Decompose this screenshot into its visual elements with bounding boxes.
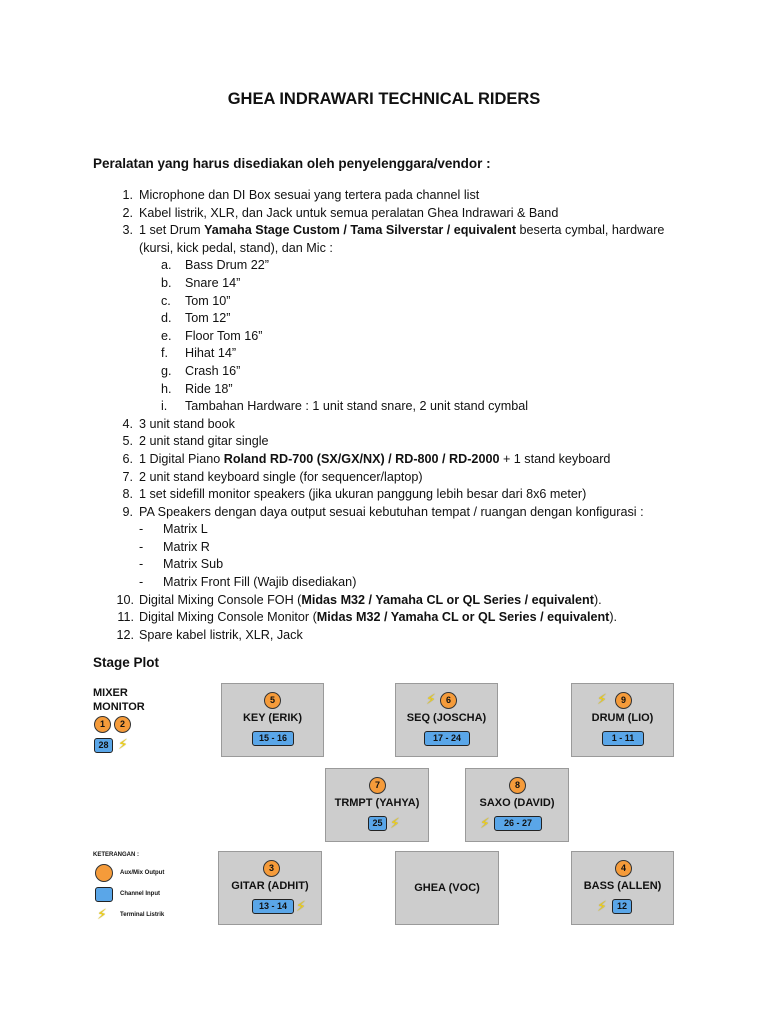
station-label: GHEA (VOC) xyxy=(414,882,480,894)
sub-item: - Matrix Sub xyxy=(139,557,224,572)
sub-item: b. Snare 14” xyxy=(161,275,241,290)
sub-item: - Matrix L xyxy=(139,522,208,537)
station-label: GITAR (ADHIT) xyxy=(231,880,309,892)
sub-item: c. Tom 10” xyxy=(161,293,231,308)
aux-output-badge: 2 xyxy=(114,716,131,733)
sub-item: e. Floor Tom 16” xyxy=(161,328,263,343)
sub-item: - Matrix Front Fill (Wajib disediakan) xyxy=(139,575,357,590)
list-item: 8. 1 set sidefill monitor speakers (jika ukuran panggung lebih besar dari 8x6 meter) xyxy=(122,487,587,502)
legend-aux-swatch xyxy=(95,864,113,882)
list-item: 9. PA Speakers dengan daya output sesuai kebutuhan tempat / ruangan dengan konfigurasi : xyxy=(122,504,644,519)
list-item: 11. Digital Mixing Console Monitor (Midas M32 / Yamaha CL or QL Series / equivalent). xyxy=(117,610,618,625)
list-item: 1. Microphone dan DI Box sesuai yang tertera pada channel list xyxy=(122,188,480,202)
mixer-monitor-label: MIXER MONITOR xyxy=(93,687,145,713)
requirements-list xyxy=(93,187,683,644)
channel-input-badge: 28 xyxy=(94,738,113,753)
station-label: DRUM (LIO) xyxy=(591,712,654,724)
sub-item: i. Tambahan Hardware : 1 unit stand snare, 2 unit stand cymbal xyxy=(161,399,529,414)
aux-output-badge: 9 xyxy=(615,692,632,709)
vendor-requirements-heading: Peralatan yang harus disediakan oleh penyelenggara/vendor : xyxy=(93,156,491,171)
legend-channel-swatch xyxy=(95,887,113,902)
list-item: 2. Kabel listrik, XLR, dan Jack untuk semua peralatan Ghea Indrawari & Band xyxy=(122,205,559,220)
channel-input-badge: 25 xyxy=(368,816,387,831)
list-item: 7. 2 unit stand keyboard single (for sequencer/laptop) xyxy=(122,469,423,484)
sub-item: h. Ride 18” xyxy=(161,381,233,396)
list-item: 12. Spare kabel listrik, XLR, Jack xyxy=(116,627,303,642)
channel-input-badge: 17 - 24 xyxy=(424,731,470,746)
station-label: SEQ (JOSCHA) xyxy=(406,712,487,724)
lightning-bolt-icon: ⚡ xyxy=(597,691,607,707)
lightning-bolt-icon: ⚡ xyxy=(118,736,128,752)
sub-item: d. Tom 12” xyxy=(161,311,231,326)
aux-output-badge: 7 xyxy=(369,777,386,794)
channel-input-badge: 1 - 11 xyxy=(602,731,644,746)
station-key xyxy=(221,683,324,757)
lightning-bolt-icon: ⚡ xyxy=(296,898,306,914)
sub-item: - Matrix R xyxy=(139,539,210,554)
list-item: 3. 1 set Drum Yamaha Stage Custom / Tama Silverstar / equivalent beserta cymbal, hardware (kursi, kick pedal, stand), dan Mic : xyxy=(122,223,665,255)
aux-output-badge: 1 xyxy=(94,716,111,733)
list-item: 10. Digital Mixing Console FOH (Midas M32 / Yamaha CL or QL Series / equivalent). xyxy=(116,592,602,607)
aux-output-badge: 6 xyxy=(440,692,457,709)
aux-output-badge: 3 xyxy=(263,860,280,877)
channel-input-badge: 26 - 27 xyxy=(494,816,542,831)
document-title: GHEA INDRAWARI TECHNICAL RIDERS xyxy=(227,90,541,108)
lightning-bolt-icon: ⚡ xyxy=(426,691,436,707)
station-drum xyxy=(571,683,674,757)
sub-item: a. Bass Drum 22” xyxy=(161,258,269,273)
legend-channel-label: Channel Input xyxy=(120,891,160,897)
list-item: 5. 2 unit stand gitar single xyxy=(122,434,269,449)
legend-power-label: Terminal Listrik xyxy=(120,912,165,918)
station-label: KEY (ERIK) xyxy=(242,712,303,724)
lightning-bolt-icon: ⚡ xyxy=(597,898,607,914)
station-vocal xyxy=(395,851,499,925)
channel-input-badge: 12 xyxy=(612,899,632,914)
channel-input-badge: 13 - 14 xyxy=(252,899,294,914)
list-item: 6. 1 Digital Piano Roland RD-700 (SX/GX/NX) / RD-800 / RD-2000 + 1 stand keyboard xyxy=(122,451,611,466)
station-guitar xyxy=(218,851,322,925)
legend-title: KETERANGAN : xyxy=(93,852,139,858)
station-label: BASS (ALLEN) xyxy=(583,880,662,892)
list-item: 4. 3 unit stand book xyxy=(122,416,235,431)
station-seq xyxy=(395,683,498,757)
station-label: TRMPT (YAHYA) xyxy=(334,797,420,809)
aux-output-badge: 5 xyxy=(264,692,281,709)
station-bass xyxy=(571,851,674,925)
station-label: SAXO (DAVID) xyxy=(479,797,555,809)
stage-plot-heading: Stage Plot xyxy=(93,655,160,670)
lightning-bolt-icon: ⚡ xyxy=(480,815,490,831)
lightning-bolt-icon: ⚡ xyxy=(390,815,400,831)
aux-output-badge: 4 xyxy=(615,860,632,877)
channel-input-badge: 15 - 16 xyxy=(252,731,294,746)
station-trumpet xyxy=(325,768,429,842)
legend-aux-label: Aux/Mix Output xyxy=(120,870,165,876)
sub-item: g. Crash 16” xyxy=(161,363,241,378)
lightning-bolt-icon: ⚡ xyxy=(97,906,107,922)
sub-item: f. Hihat 14” xyxy=(161,346,237,361)
station-saxophone xyxy=(465,768,569,842)
aux-output-badge: 8 xyxy=(509,777,526,794)
